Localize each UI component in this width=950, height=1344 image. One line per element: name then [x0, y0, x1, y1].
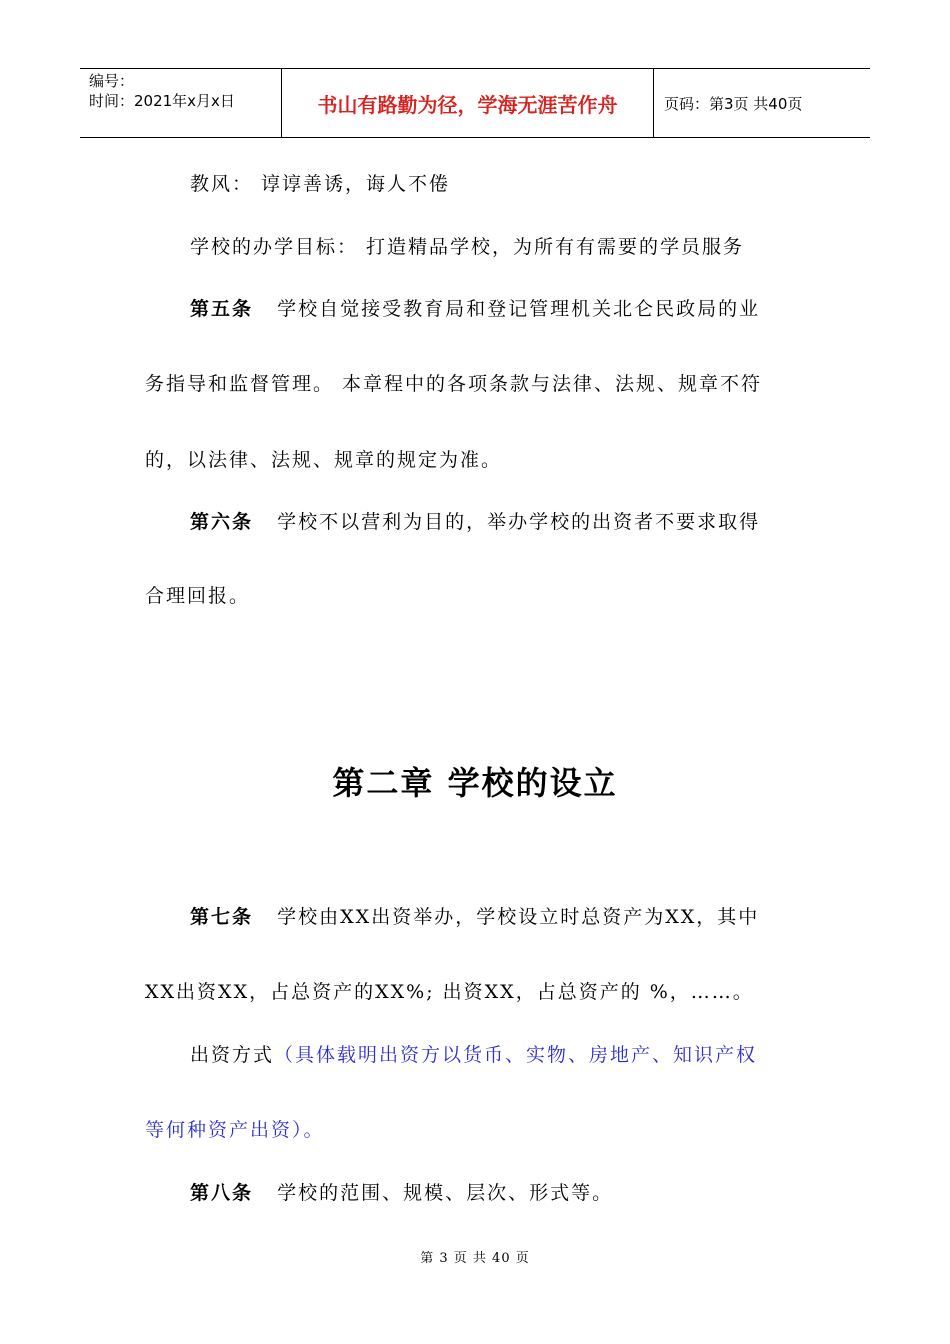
article-5-line-3: 的，以法律、法规、规章的规定为准。	[145, 449, 503, 471]
article-7-line-2: XX出资XX，占总资产的XX%; 出资XX，占总资产的 %，……。	[145, 981, 754, 1003]
header-motto: 书山有路勤为径，学海无涯苦作舟	[317, 92, 618, 117]
header-motto-cell	[282, 69, 654, 137]
article-8-title: 第八条	[190, 1182, 254, 1204]
article-5-text-1: 学校自觉接受教育局和登记管理机关北仑民政局的业	[277, 298, 761, 320]
article-6-line-1	[190, 510, 760, 534]
header-page-cell	[654, 69, 870, 137]
teaching-style-line: 教风： 谆谆善诱，诲人不倦	[190, 173, 451, 195]
article-6-title: 第六条	[190, 511, 254, 533]
header-page-info: 页码：第3页 共40页	[664, 94, 803, 113]
header-left-cell	[80, 69, 282, 137]
article-5-line-2: 务指导和监督管理。 本章程中的各项条款与法律、法规、规章不符	[145, 373, 763, 395]
funding-note-2: 等何种资产出资）。	[145, 1119, 325, 1141]
page-footer: 第 3 页 共 40 页	[420, 1251, 530, 1266]
article-7-line-1	[190, 905, 759, 929]
article-6-text-1: 学校不以营利为目的，举办学校的出资者不要求取得	[277, 511, 761, 533]
funding-label: 出资方式	[190, 1044, 275, 1066]
article-5-title: 第五条	[190, 298, 254, 320]
document-date: 时间：2021年x月x日	[89, 92, 235, 110]
funding-line-1	[190, 1043, 757, 1067]
chapter-title: 第二章 学校的设立	[332, 764, 618, 802]
article-7-title: 第七条	[190, 906, 254, 928]
article-8-text-1: 学校的范围、规模、层次、形式等。	[277, 1182, 614, 1204]
funding-note-1: （具体载明出资方以货币、实物、房地产、知识产权	[274, 1044, 758, 1066]
article-8-line-1	[190, 1181, 613, 1205]
school-goal-line: 学校的办学目标： 打造精品学校，为所有有需要的学员服务	[190, 236, 745, 258]
document-number-label: 编号：	[89, 72, 135, 90]
article-6-line-2: 合理回报。	[145, 585, 251, 607]
article-5-line-1	[190, 297, 760, 321]
header-table	[80, 68, 870, 138]
article-7-text-1: 学校由XX出资举办，学校设立时总资产为XX，其中	[277, 906, 760, 928]
